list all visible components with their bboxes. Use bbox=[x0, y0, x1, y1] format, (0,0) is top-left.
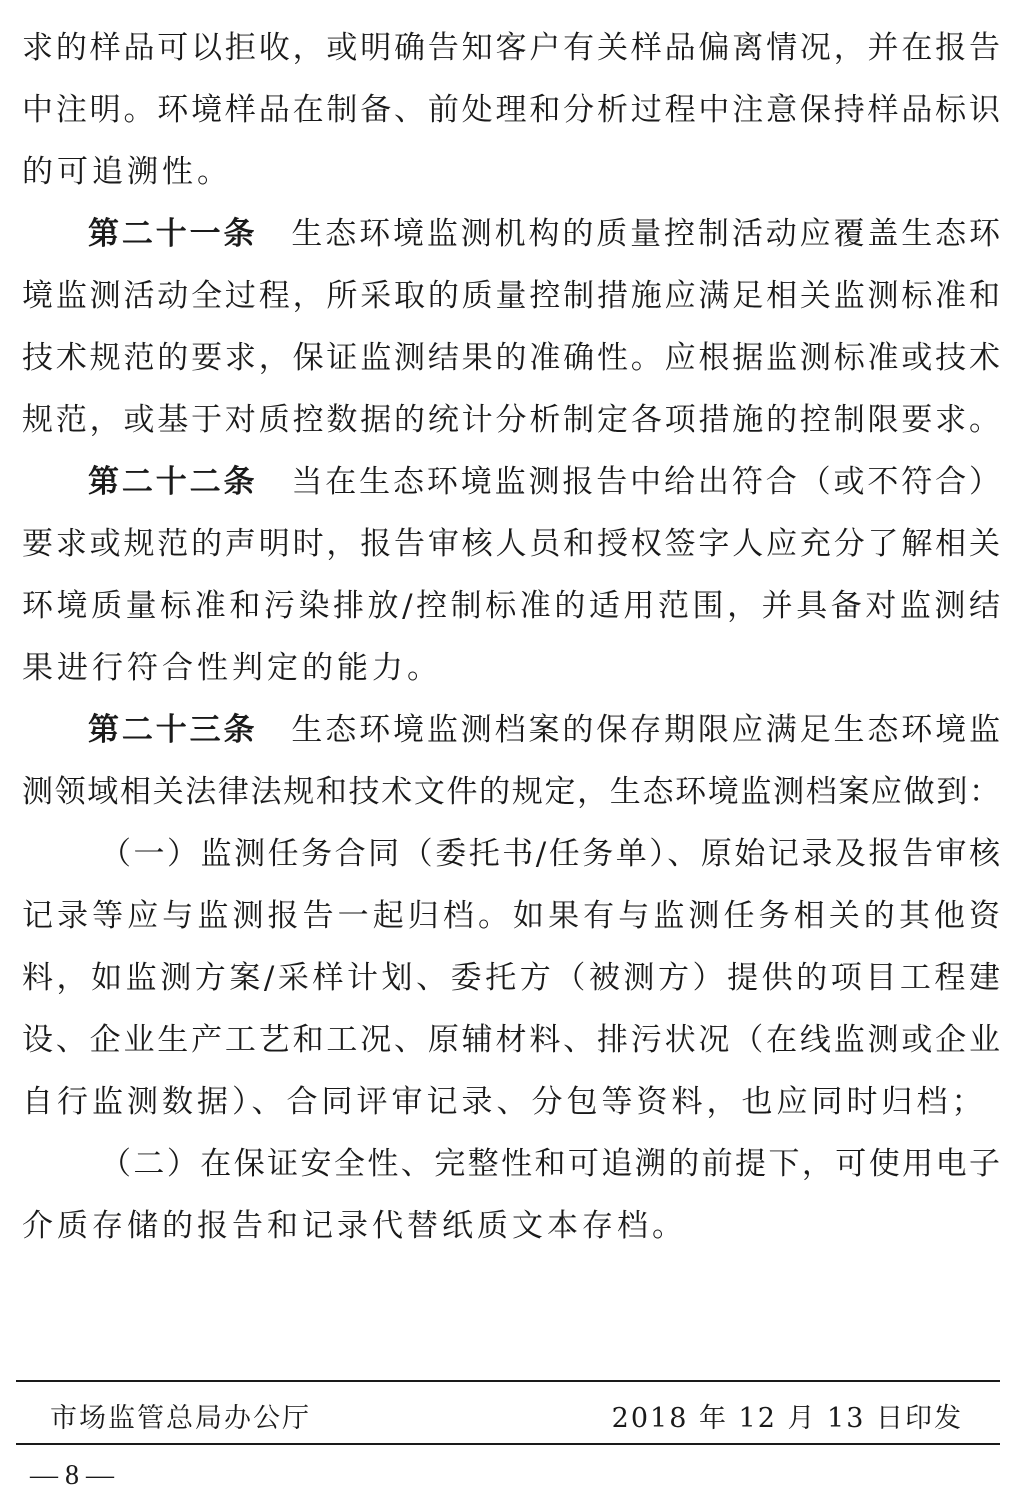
article-text: 生态环境监测档案的保存期限应满足生态环境监 bbox=[288, 712, 1001, 748]
body-line: 测领域相关法律法规和技术文件的规定，生态环境监测档案应做到： bbox=[22, 774, 1000, 810]
article-23-first-line bbox=[88, 700, 1000, 760]
body-line: 记录等应与监测报告一起归档。如果有与监测任务相关的其他资 bbox=[22, 898, 1000, 934]
article-22-first-line bbox=[88, 452, 1000, 512]
footer-top-rule bbox=[16, 1380, 1000, 1382]
body-line: 中注明。环境样品在制备、前处理和分析过程中注意保持样品标识 bbox=[22, 92, 1000, 128]
body-line: 环境质量标准和污染排放/控制标准的适用范围，并具备对监测结 bbox=[22, 588, 1000, 624]
list-item-first-line: （一）监测任务合同（委托书/任务单）、原始记录及报告审核 bbox=[100, 836, 1000, 872]
body-line: 设、企业生产工艺和工况、原辅材料、排污状况（在线监测或企业 bbox=[22, 1022, 1000, 1058]
article-heading: 第二十二条 bbox=[88, 464, 258, 500]
article-21-first-line bbox=[88, 204, 1000, 264]
article-heading: 第二十三条 bbox=[88, 712, 258, 748]
body-line: 规范，或基于对质控数据的统计分析制定各项措施的控制限要求。 bbox=[22, 402, 1000, 438]
issuer-label: 市场监管总局办公厅 bbox=[50, 1403, 311, 1434]
list-item-first-line: （二）在保证安全性、完整性和可追溯的前提下，可使用电子 bbox=[100, 1146, 1000, 1182]
article-heading: 第二十一条 bbox=[88, 216, 258, 252]
body-line: 料，如监测方案/采样计划、委托方（被测方）提供的项目工程建 bbox=[22, 960, 1000, 996]
body-line: 介质存储的报告和记录代替纸质文本存档。 bbox=[22, 1208, 687, 1244]
article-text: 当在生态环境监测报告中给出符合（或不符合） bbox=[288, 464, 1001, 500]
body-line: 要求或规范的声明时，报告审核人员和授权签字人应充分了解相关 bbox=[22, 526, 1000, 562]
article-text: 生态环境监测机构的质量控制活动应覆盖生态环 bbox=[288, 216, 1001, 252]
body-line: 技术规范的要求，保证监测结果的准确性。应根据监测标准或技术 bbox=[22, 340, 1000, 376]
page-number: — 8 — bbox=[30, 1460, 114, 1491]
body-line: 的可追溯性。 bbox=[22, 154, 232, 190]
body-line: 求的样品可以拒收，或明确告知客户有关样品偏离情况，并在报告 bbox=[22, 30, 1000, 66]
body-line: 境监测活动全过程，所采取的质量控制措施应满足相关监测标准和 bbox=[22, 278, 1000, 314]
body-line: 果进行符合性判定的能力。 bbox=[22, 650, 442, 686]
issue-date: 2018 年 12 月 13 日印发 bbox=[611, 1403, 963, 1434]
body-line: 自行监测数据）、合同评审记录、分包等资料，也应同时归档； bbox=[22, 1084, 987, 1120]
footer-bottom-rule bbox=[16, 1443, 1000, 1445]
